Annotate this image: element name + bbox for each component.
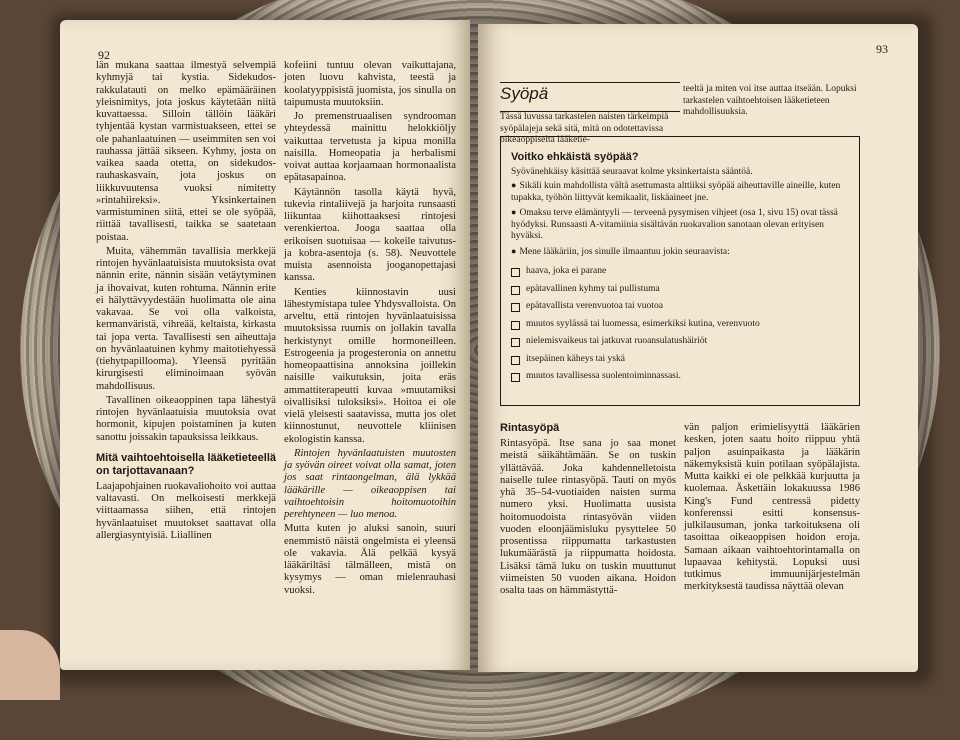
bullet-text: Sikäli kuin mahdollista vältä asettumasta alttiiksi syöpää aiheuttaville aineille, kuten tupakka, työhön liittyvät kemikaalit, liskäaineet jne. — [511, 181, 841, 203]
checkbox-icon — [511, 373, 520, 382]
paragraph: kofeiini tuntuu olevan vaikuttajana, joten luovu kahvista, teestä ja koolatyyppisistä juomista, jos sinulla on taipumusta muutoksiin. — [284, 60, 456, 108]
paragraph: Tavallinen oikeaoppinen tapa lähestyä rintojen hyvänlaatuisia muutoksia ovat hormonit, kipujen poistaminen ja kuten sanottu joissakin tapauksissa leikkaus. — [96, 394, 276, 443]
checklist-item — [511, 354, 851, 366]
right-page-column-1 — [500, 422, 676, 599]
checkbox-icon — [511, 338, 520, 347]
left-page-column-2 — [284, 60, 456, 599]
checkbox-icon — [511, 286, 520, 295]
checkbox-icon — [511, 268, 520, 277]
box-subtitle: Syövänehkäisy käsittää seuraavat kolme yksinkertaista sääntöä. — [511, 167, 753, 177]
left-page-column-1 — [96, 60, 276, 544]
section-heading: Rintasyöpä — [500, 422, 560, 434]
bullet-text: Omaksu terve elämäntyyli — terveenä pysymisen vihjeet (osa 1, sivu 15) ovat tässä hyödyksi. Runsaasti A-vitamiinia sisältävän ruokavalion sanotaan olevan erityisen hyväksi. — [511, 208, 838, 241]
checklist-item — [511, 371, 851, 383]
checklist-text: epätavallista verenvuotoa tai vuotoa — [526, 301, 663, 311]
right-page — [478, 24, 918, 672]
checkbox-icon — [511, 321, 520, 330]
checkbox-icon — [511, 303, 520, 312]
italic-note: Rintojen hyvänlaatuisten muutosten ja syövän oireet voivat olla samat, joten jos saat rintaongelman, älä lykkää lääkärille — oikeaoppisen tai vaihtoehtoisin hoitomuotoihin perehtyneen — luo menoa. — [284, 447, 456, 520]
paragraph: Muita, vähemmän tavallisia merkkejä rintojen hyvänlaatuisista muutoksista ovat nännin erite, nännin sisään vetäytyminen ja ihovaivat, kuten rohtuma. Nännin erite ei hälyttävyydestään huolimatta ole aina vakavaa. Se voi olla valkoista, kermanväristä, vihreää, keltaista, kirkasta tai jopa verta. Tavallisesti sen aiheuttaja on hyvänlaatuinen kyhmy maitotiehyessä (tiehytpapillooma). Yleensä pyritään kirurgisesti eliminoimaan syövän mahdollisuus. — [96, 245, 276, 392]
paragraph: län mukana saattaa ilmestyä selvempiä kyhmyjä tai kystia. Sidekudos-rakkulatauti on melko epämääräinen yleisnimitys, jota joskus käytetään niitä kuvattaessa. Silloin tällöin lääkäri tyhjentää kystan varmistuakseen, ettei se ole pahanlaatuinen — useimmiten sen voi rauhassa jättää sikseen. Kyhmy, josta on vaikea saada otetta, on sidekudos-rauhaskasvain, jota joskus on liikkuvuutensa vuoksi nimitetty »rintahiireksi». Yksinkertainen varmistuminen siitä, ettei se ole syöpää, riittää tavallisesti, taikka se saatetaan poistaa. — [96, 60, 276, 243]
box-bullet — [511, 180, 851, 204]
paragraph: Kenties kiinnostavin uusi lähestymistapa tulee Yhdysvalloista. On arveltu, että rintojen hyvänlaatuisissa muutoksissa ruumis on jollakin tavalla herkistynyt omille hormoneilleen. Estrogeenia ja progesteronia on annettu homeopaattisina annoksina joillekin naisille vaikutuksin, joita eräs ammattiterapeutti kuvaa »muutamiksi oivallisiksi tuloksiksi». Hoitoa ei ole vielä yleisesti saatavissa, mutta jos olet kiinnostunut, neuvottele kliinisen ekologistin kanssa. — [284, 286, 456, 445]
checklist-item — [511, 284, 851, 296]
bullet-text: Mene lääkäriin, jos sinulle ilmaantuu jokin seuraavista: — [519, 246, 730, 257]
intro-text-left: Tässä luvussa tarkastelen naisten tärkeimpiä syöpälajeja sekä sitä, mitä on odotettavissa oikeaoppiselta lääketie- — [500, 112, 669, 145]
checklist-text: haava, joka ei parane — [526, 266, 607, 276]
paragraph: Laajapohjainen ruokavaliohoito voi auttaa valtavasti. On melkoisesti merkkejä viittaamassa siihen, että rintojen hyvänlaatuiset muutokset saattavat olla allergiasyntyisiä. Liiallinen — [96, 480, 276, 541]
page-number-right: 93 — [876, 42, 888, 56]
prevention-box — [500, 136, 860, 406]
checklist-text: itsepäinen käheys tai yskä — [526, 353, 625, 364]
checklist-item — [511, 319, 851, 331]
checklist-item — [511, 301, 851, 313]
intro-text-right: teeltä ja miten voi itse auttaa itseään. Lopuksi tarkastelen vaihtoehtoisen lääketieteen mahdollisuuksia. — [683, 84, 857, 117]
right-page-column-2 — [684, 422, 860, 596]
paragraph: Jo premenstruaalisen syndrooman yhteydessä mainittu helokkiöljy vaikuttaa tervetusta ja kipua monilla naisilla. Homeopatia ja herbalismi voivat auttaa korjaamaan hormonaalista epätasapainoa. — [284, 111, 456, 184]
checklist-item — [511, 336, 851, 348]
checkbox-icon — [511, 356, 520, 365]
checklist-text: nielemisvaikeus tai jatkuvat ruoansulatushäiriöt — [526, 336, 708, 346]
checklist-text: epätavallinen kyhmy tai pullistuma — [526, 283, 660, 294]
box-heading: Voitko ehkäistä syöpää? — [511, 151, 639, 163]
checklist-text: muutos tavallisessa suolentoiminnassasi. — [526, 371, 681, 381]
bullet-icon: ● — [511, 245, 517, 256]
paragraph: Mutta kuten jo aluksi sanoin, suuri enemmistö näistä ongelmista ei yleensä ole vakavia. Älä pelkää kysyä lääkäriltäsi tälmälleen, mistä on kysymys — oman mielenrauhasi vuoksi. — [284, 523, 456, 596]
box-bullet — [511, 246, 851, 259]
checklist-item — [511, 266, 851, 278]
bullet-icon: ● — [511, 180, 517, 190]
bullet-icon: ● — [511, 207, 517, 217]
paragraph: vän paljon erimielisyyttä lääkärien kesken, joten saatu hoito riippuu yhtä paljon asuinpaikasta ja lääkärin näkemyksistä kuin potilaan syöpälajista. Mutta kaikki ei ole pelkkää kurjuutta ja kuolemaa. Äskettäin lokakuussa 1986 King's Fund centressä pidetty konferenssi esitti konsensus-julkilausuman, jonka tarkoituksena oli tasoittaa oikeaoppisen hoidon eroja. Samaan aikaan vaihtoehtorintamalla on lupaavaa kehitystä. Lopuksi uusi tutkimus immuunijärjestelmän merkityksestä taudissa näyttää olevan — [684, 422, 860, 593]
checklist-text: muutos syylässä tai luomessa, esimerkiksi kutina, verenvuoto — [526, 318, 760, 329]
section-heading: Mitä vaihtoehtoisella lääketieteellä on tarjottavanaan? — [96, 451, 276, 477]
chapter-title: Syöpä — [500, 84, 549, 103]
paragraph: Rintasyöpä. Itse sana jo saa monet meistä säikähtämään. Se on tuskin yllättävää. Joka kahdennelletoista naiselle tulee rintasyöpä. Tauti on myös yhä 35–54-vuotiaiden naisten surma numero yksi. Huolimatta uusista hoitomuodoista rintasyövän viiden vuoden eloonjäämisluku pysyttelee 50 prosentissa riippumatta tarkastusten lukumäärästä ja riippumatta hoidosta. Lisäksi tämä luku on tuskin muuttunut viimeisten 50 vuoden aikana. Hoidon osalta taas on hämmästyttä- — [500, 438, 676, 596]
page-number-left: 92 — [98, 48, 110, 62]
paragraph: Käytännön tasolla käytä hyvä, tukevia rintaliivejä ja harjoita runsaasti liikuntaa kiihottaaksesi rintojesi verenkiertoa. Jooga saattaa olla erikoisen suotuisaa — kokeile taivutus- ja kobra-asentoja (s. 58). Neuvottele muista asennoista jooganopettajasi kanssa. — [284, 186, 456, 284]
left-page — [60, 20, 470, 670]
box-bullet — [511, 207, 851, 243]
